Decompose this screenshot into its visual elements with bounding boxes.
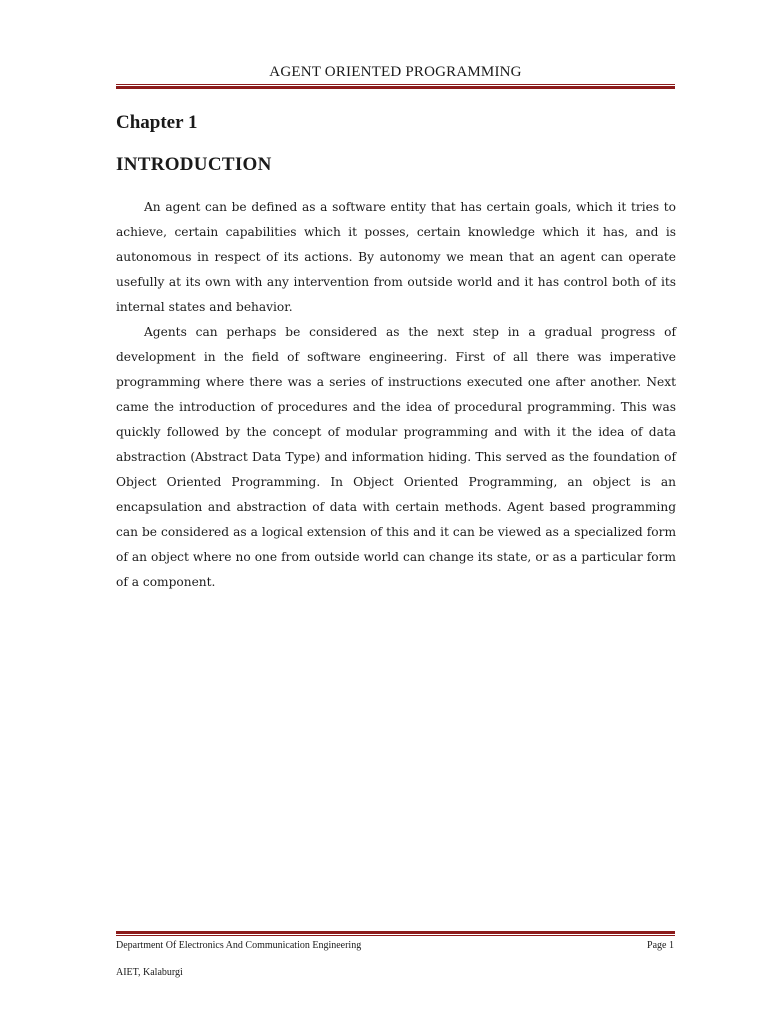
chapter-label: Chapter 1 [116, 112, 198, 133]
header-rule-thick-line [116, 86, 675, 89]
paragraph-1: An agent can be defined as a software entity that has certain goals, which it tries to achieve, certain capabilities which it posses, certain knowledge which it has, and is autonomous in respect of its actions. By autonomy we mean that an agent can operate usefully at its own with any intervention from outside world and it has control both of its internal states and behavior. [116, 200, 676, 314]
header-rule [116, 84, 675, 89]
section-heading: INTRODUCTION [116, 154, 272, 175]
footer-page-number: Page 1 [647, 940, 674, 951]
running-header-title: AGENT ORIENTED PROGRAMMING [269, 64, 522, 80]
footer-institute: AIET, Kalaburgi [116, 967, 183, 978]
paragraph-2: Agents can perhaps be considered as the next step in a gradual progress of development in the field of software engineering. First of all there was imperative programming where there was a series of instructions executed one after another. Next came the introduction of procedures and the idea of procedural programming. This was quickly followed by the concept of modular programming and with it the idea of data abstraction (Abstract Data Type) and information hiding. This served as the foundation of Object Oriented Programming. In Object Oriented Programming, an object is an encapsulation and abstraction of data with certain methods. Agent based programming can be considered as a logical extension of this and it can be viewed as a specialized form of an object where no one from outside world can change its state, or as a particular form of a component. [116, 325, 676, 589]
footer-rule-thin-line [116, 935, 675, 936]
body-text [116, 195, 676, 595]
footer-rule [116, 931, 675, 936]
footer-department: Department Of Electronics And Communication Engineering [116, 940, 362, 951]
